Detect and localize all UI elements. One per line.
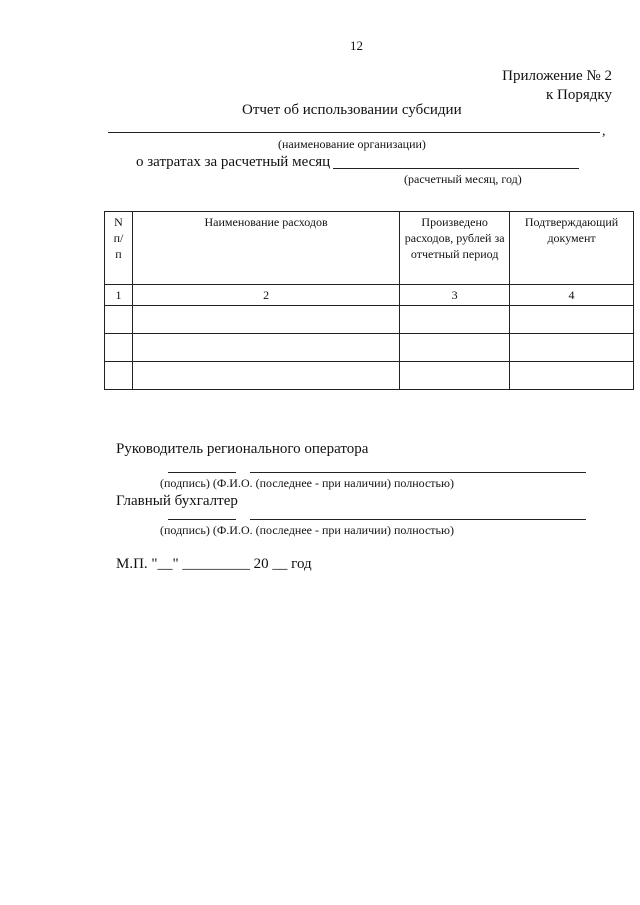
appendix-line-1: Приложение № 2	[502, 68, 612, 84]
appendix-line-2: к Порядку	[546, 87, 612, 103]
table-cell	[510, 334, 634, 362]
table-row	[105, 306, 634, 334]
column-number-2: 2	[132, 285, 399, 306]
page-number: 12	[350, 38, 363, 53]
organization-name-line	[108, 132, 600, 133]
head-title: Руководитель регионального оператора	[116, 441, 369, 457]
column-number-3: 3	[400, 285, 510, 306]
stamp-date-line: М.П. "__" _________ 20 __ год	[116, 556, 312, 572]
table-cell	[105, 334, 133, 362]
table-cell	[510, 306, 634, 334]
header-expenses-amount: Произведено расходов, рублей за отчетный период	[400, 212, 510, 285]
accountant-title: Главный бухгалтер	[116, 493, 238, 509]
table-row	[105, 362, 634, 390]
accountant-name-line	[250, 519, 586, 520]
table-cell	[105, 306, 133, 334]
month-caption: (расчетный месяц, год)	[404, 172, 522, 186]
head-signature-caption: (подпись) (Ф.И.О. (последнее - при наличии) полностью)	[160, 476, 454, 490]
table-cell	[132, 362, 399, 390]
table-row	[105, 334, 634, 362]
table-cell	[510, 362, 634, 390]
head-signature-line	[168, 472, 236, 473]
accountant-signature-caption: (подпись) (Ф.И.О. (последнее - при наличии) полностью)	[160, 523, 454, 537]
header-supporting-document: Подтверждающий документ	[510, 212, 634, 285]
organization-caption: (наименование организации)	[278, 137, 426, 151]
table-header-row	[105, 212, 634, 285]
table-cell	[105, 362, 133, 390]
table-number-row	[105, 285, 634, 306]
column-number-1: 1	[105, 285, 133, 306]
table-cell	[400, 334, 510, 362]
column-number-4: 4	[510, 285, 634, 306]
appendix-header	[502, 67, 612, 105]
table-cell	[132, 334, 399, 362]
header-expense-name: Наименование расходов	[132, 212, 399, 285]
month-input-line	[333, 168, 579, 169]
organization-comma: ,	[602, 124, 606, 139]
report-table	[104, 211, 634, 390]
head-name-line	[250, 472, 586, 473]
document-title: Отчет об использовании субсидии	[242, 102, 462, 118]
table-cell	[400, 306, 510, 334]
header-number: N п/п	[105, 212, 133, 285]
month-label: о затратах за расчетный месяц	[136, 154, 331, 170]
accountant-signature-line	[168, 519, 236, 520]
table-cell	[400, 362, 510, 390]
table-cell	[132, 306, 399, 334]
